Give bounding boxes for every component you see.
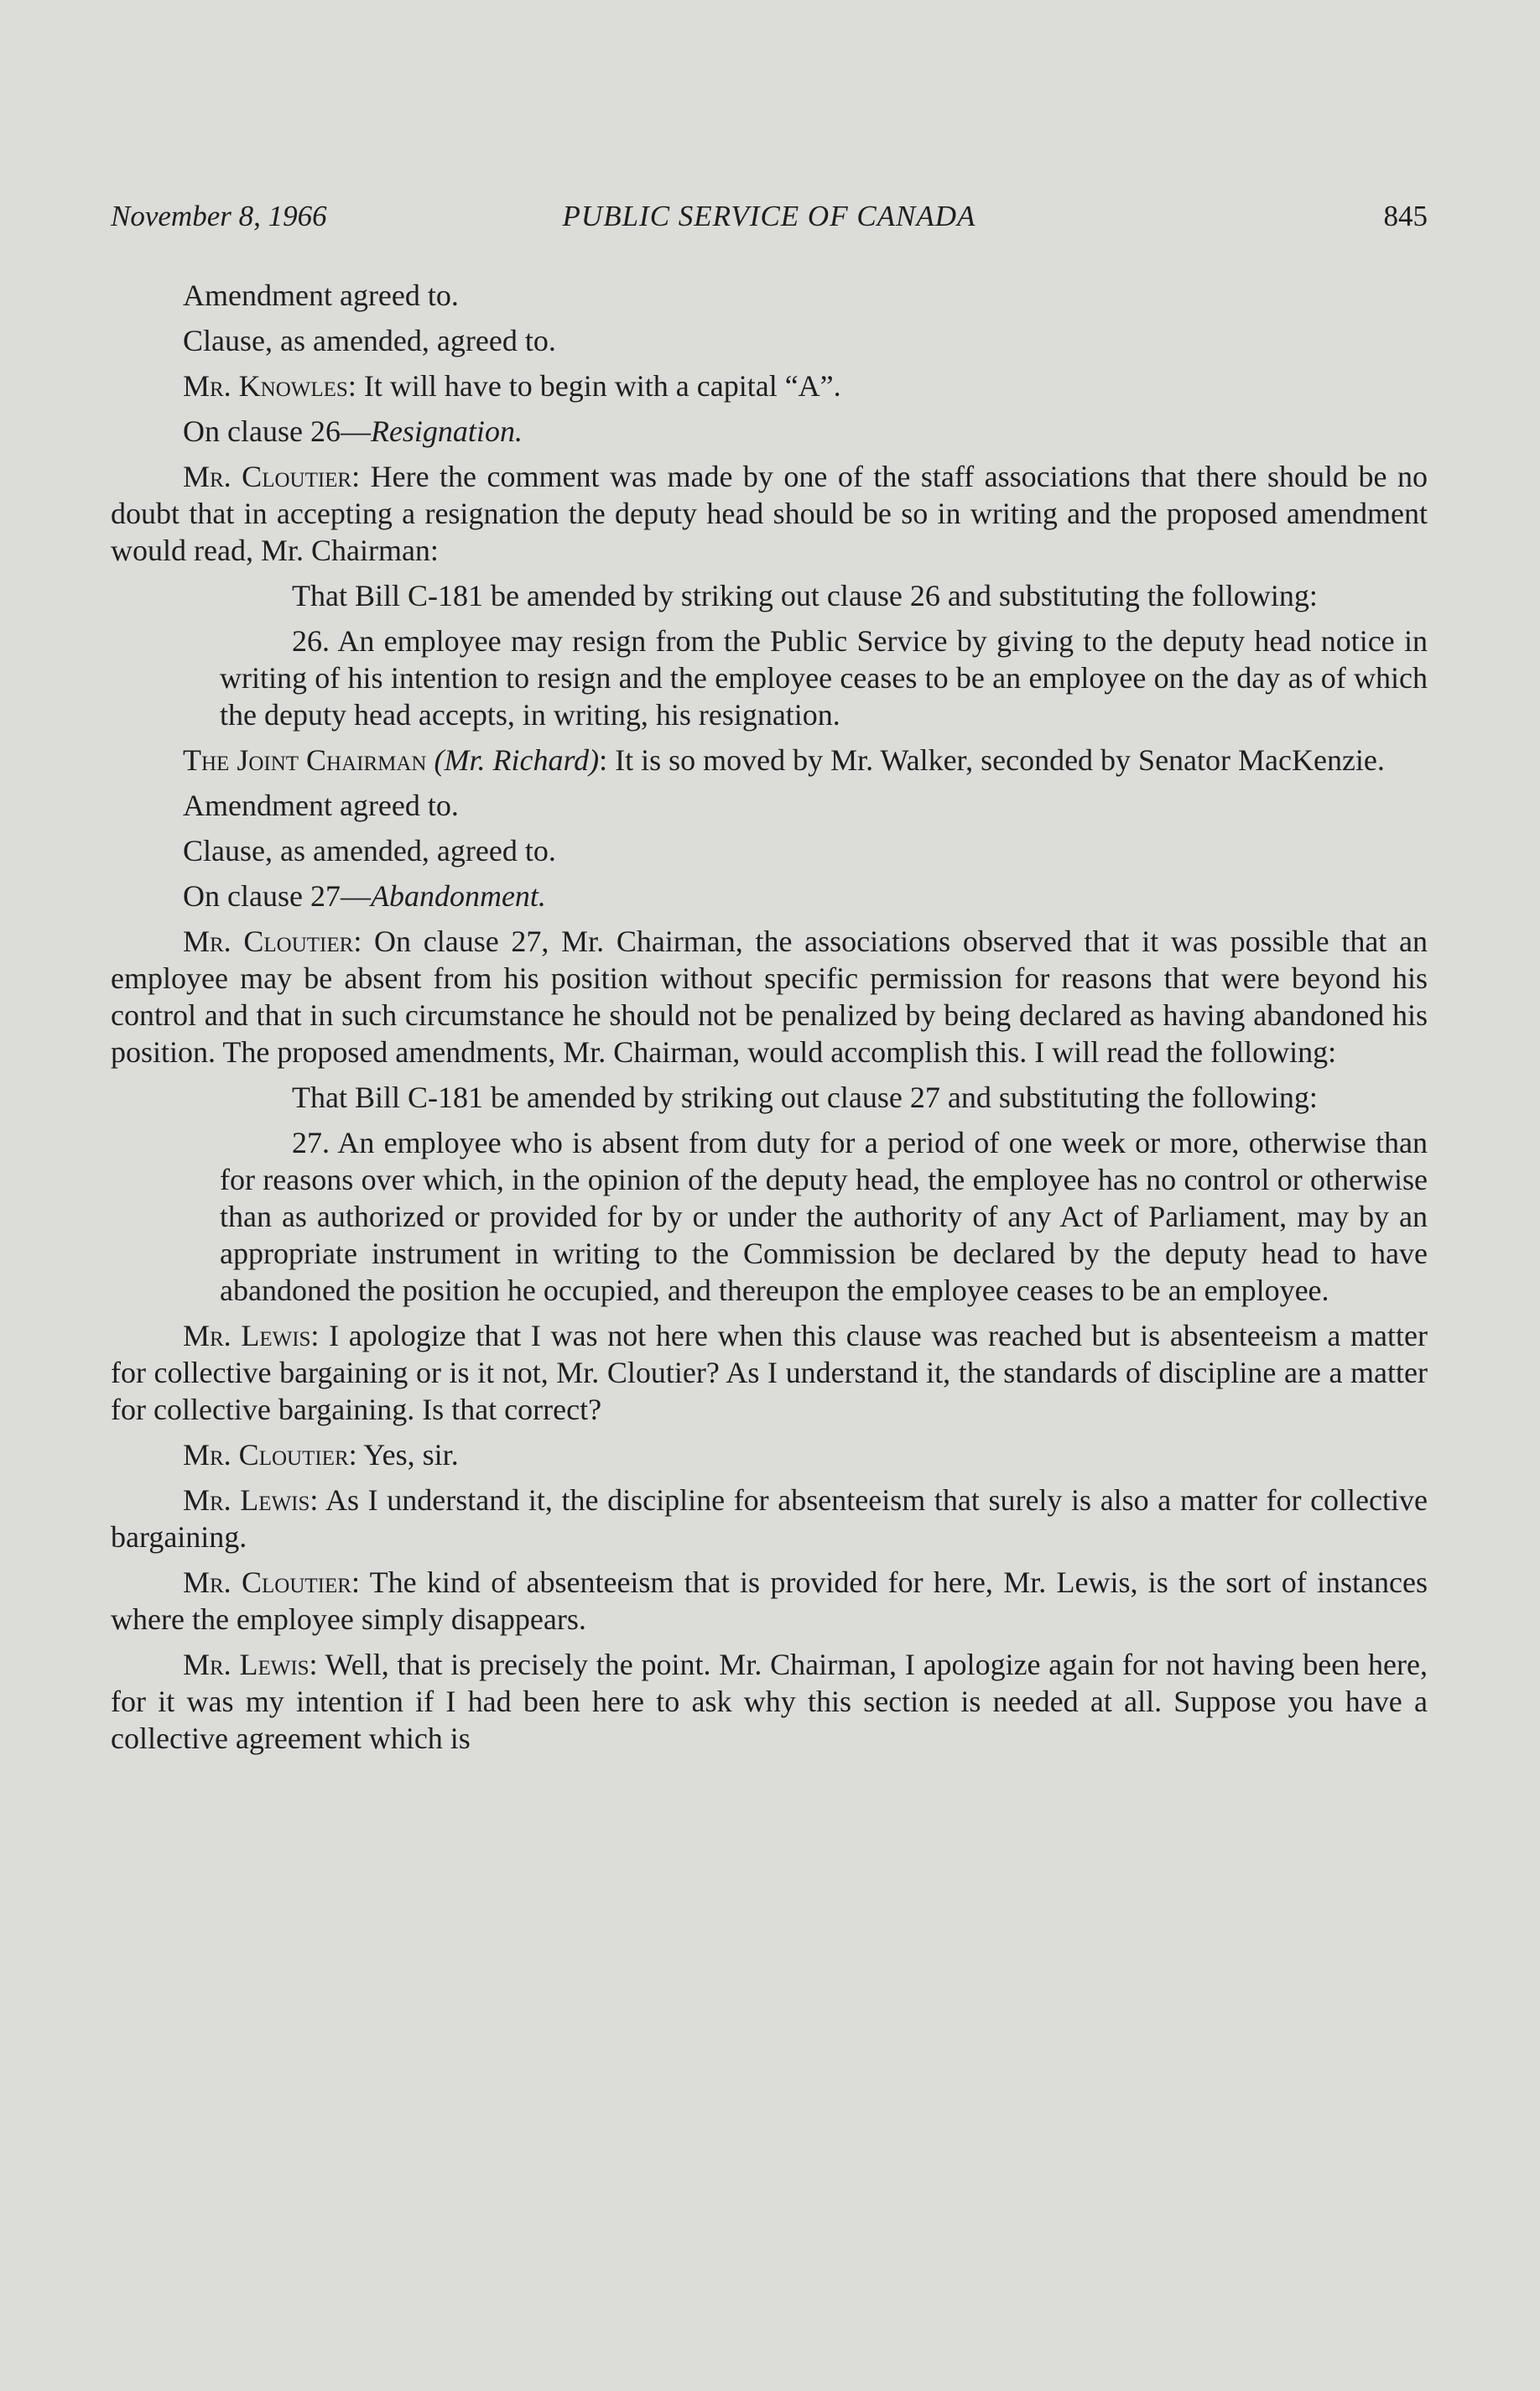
document-body [111,277,1428,1765]
clause-title: Abandonment. [370,879,546,913]
paragraph [111,1317,1428,1428]
clause-title: Resignation. [370,414,523,448]
header-date: November 8, 1966 [111,200,327,232]
speaker-name: The Joint Chairman [183,743,427,777]
paragraph [111,787,1428,824]
quote-text: 27. An employee who is absent from duty for a period of one week or more, otherwise than for reasons over which, in the opinion of the deputy head, the employee has no control or otherwise than as authorized or provided for by or under the authority of any Act of Parliament, may by an appropriate instrument in writing to the Commission be declared by the deputy head to have abandoned the position he occupied, and thereupon the employee ceases to be an employee. [220,1126,1428,1307]
speaker-aside: (Mr. Richard) [434,743,600,777]
speaker-name: Mr. Cloutier [183,460,352,493]
quote-text: That Bill C-181 be amended by striking out clause 26 and substituting the following: [292,579,1318,612]
paragraph-text: : It will have to begin with a capital “A”. [347,369,841,403]
paragraph [111,1646,1428,1757]
speaker-name: Mr. Cloutier [183,925,354,958]
speaker-name: Mr. Lewis [183,1648,310,1681]
paragraph-text: : The kind of absenteeism that is provided for here, Mr. Lewis, is the sort of instances where the employee simply disappears. [111,1565,1428,1636]
clause-heading [111,413,1428,450]
quoted-clause [220,622,1428,733]
quoted-motion [220,1079,1428,1116]
paragraph [111,1436,1428,1473]
quoted-clause [220,1124,1428,1309]
paragraph-text: : Well, that is precisely the point. Mr. Chairman, I apologize again for not having been here, for it was my intention if I had been here to ask why this section is needed at all. Suppose you have a collective agreement which is [111,1648,1428,1755]
paragraph [111,277,1428,314]
paragraph-text: : As I understand it, the discipline for absenteeism that surely is also a matter for collective bargaining. [111,1483,1428,1554]
paragraph [111,1564,1428,1638]
paragraph-text: : It is so moved by Mr. Walker, seconded by Senator MacKenzie. [599,743,1385,777]
paragraph-text: : I apologize that I was not here when this clause was reached but is absenteeism a matter for collective bargaining or is it not, Mr. Cloutier? As I understand it, the standards of discipline are a matter for collective bargaining. Is that correct? [111,1319,1428,1426]
quote-text: 26. An employee may resign from the Public Service by giving to the deputy head notice in writing of his intention to resign and the employee ceases to be an employee on the day as of which the deputy head accepts, in writing, his resignation. [220,624,1428,732]
quoted-motion [220,577,1428,614]
speaker-name: Mr. Cloutier [183,1565,351,1599]
paragraph-text: Amendment agreed to. [183,789,459,822]
paragraph [111,367,1428,404]
clause-lead: On clause 26— [183,414,371,448]
speaker-name: Mr. Cloutier [183,1438,349,1472]
paragraph [111,742,1428,779]
quote-text: That Bill C-181 be amended by striking out clause 27 and substituting the following: [292,1081,1318,1114]
speaker-name: Mr. Lewis [183,1319,311,1352]
paragraph-text: : Yes, sir. [348,1438,459,1472]
paragraph-text: Clause, as amended, agreed to. [183,324,556,357]
paragraph-text: : On clause 27, Mr. Chairman, the associations observed that it was possible that an employee may be absent from his position without specific permission for reasons that were beyond his control and that in such circumstance he should not be penalized by being declared as having abandoned his position. The proposed amendments, Mr. Chairman, would accomplish this. I will read the following: [111,925,1428,1069]
page-number: 845 [1383,200,1428,232]
header-title: PUBLIC SERVICE OF CANADA [562,200,976,232]
paragraph [111,832,1428,869]
speaker-name: Mr. Lewis [183,1483,310,1517]
clause-heading [111,878,1428,914]
paragraph [111,458,1428,569]
paragraph [111,923,1428,1070]
paragraph [111,322,1428,359]
clause-lead: On clause 27— [183,879,371,913]
paragraph-text: Clause, as amended, agreed to. [183,834,556,867]
paragraph-text: : Here the comment was made by one of the staff associations that there should be no doubt that in accepting a resignation the deputy head should be so in writing and the proposed amendment would read, Mr. Chairman: [111,460,1428,567]
page-header [111,200,1428,238]
speaker-name: Mr. Knowles [183,369,348,403]
paragraph-text: Amendment agreed to. [183,279,459,312]
paragraph [111,1482,1428,1555]
